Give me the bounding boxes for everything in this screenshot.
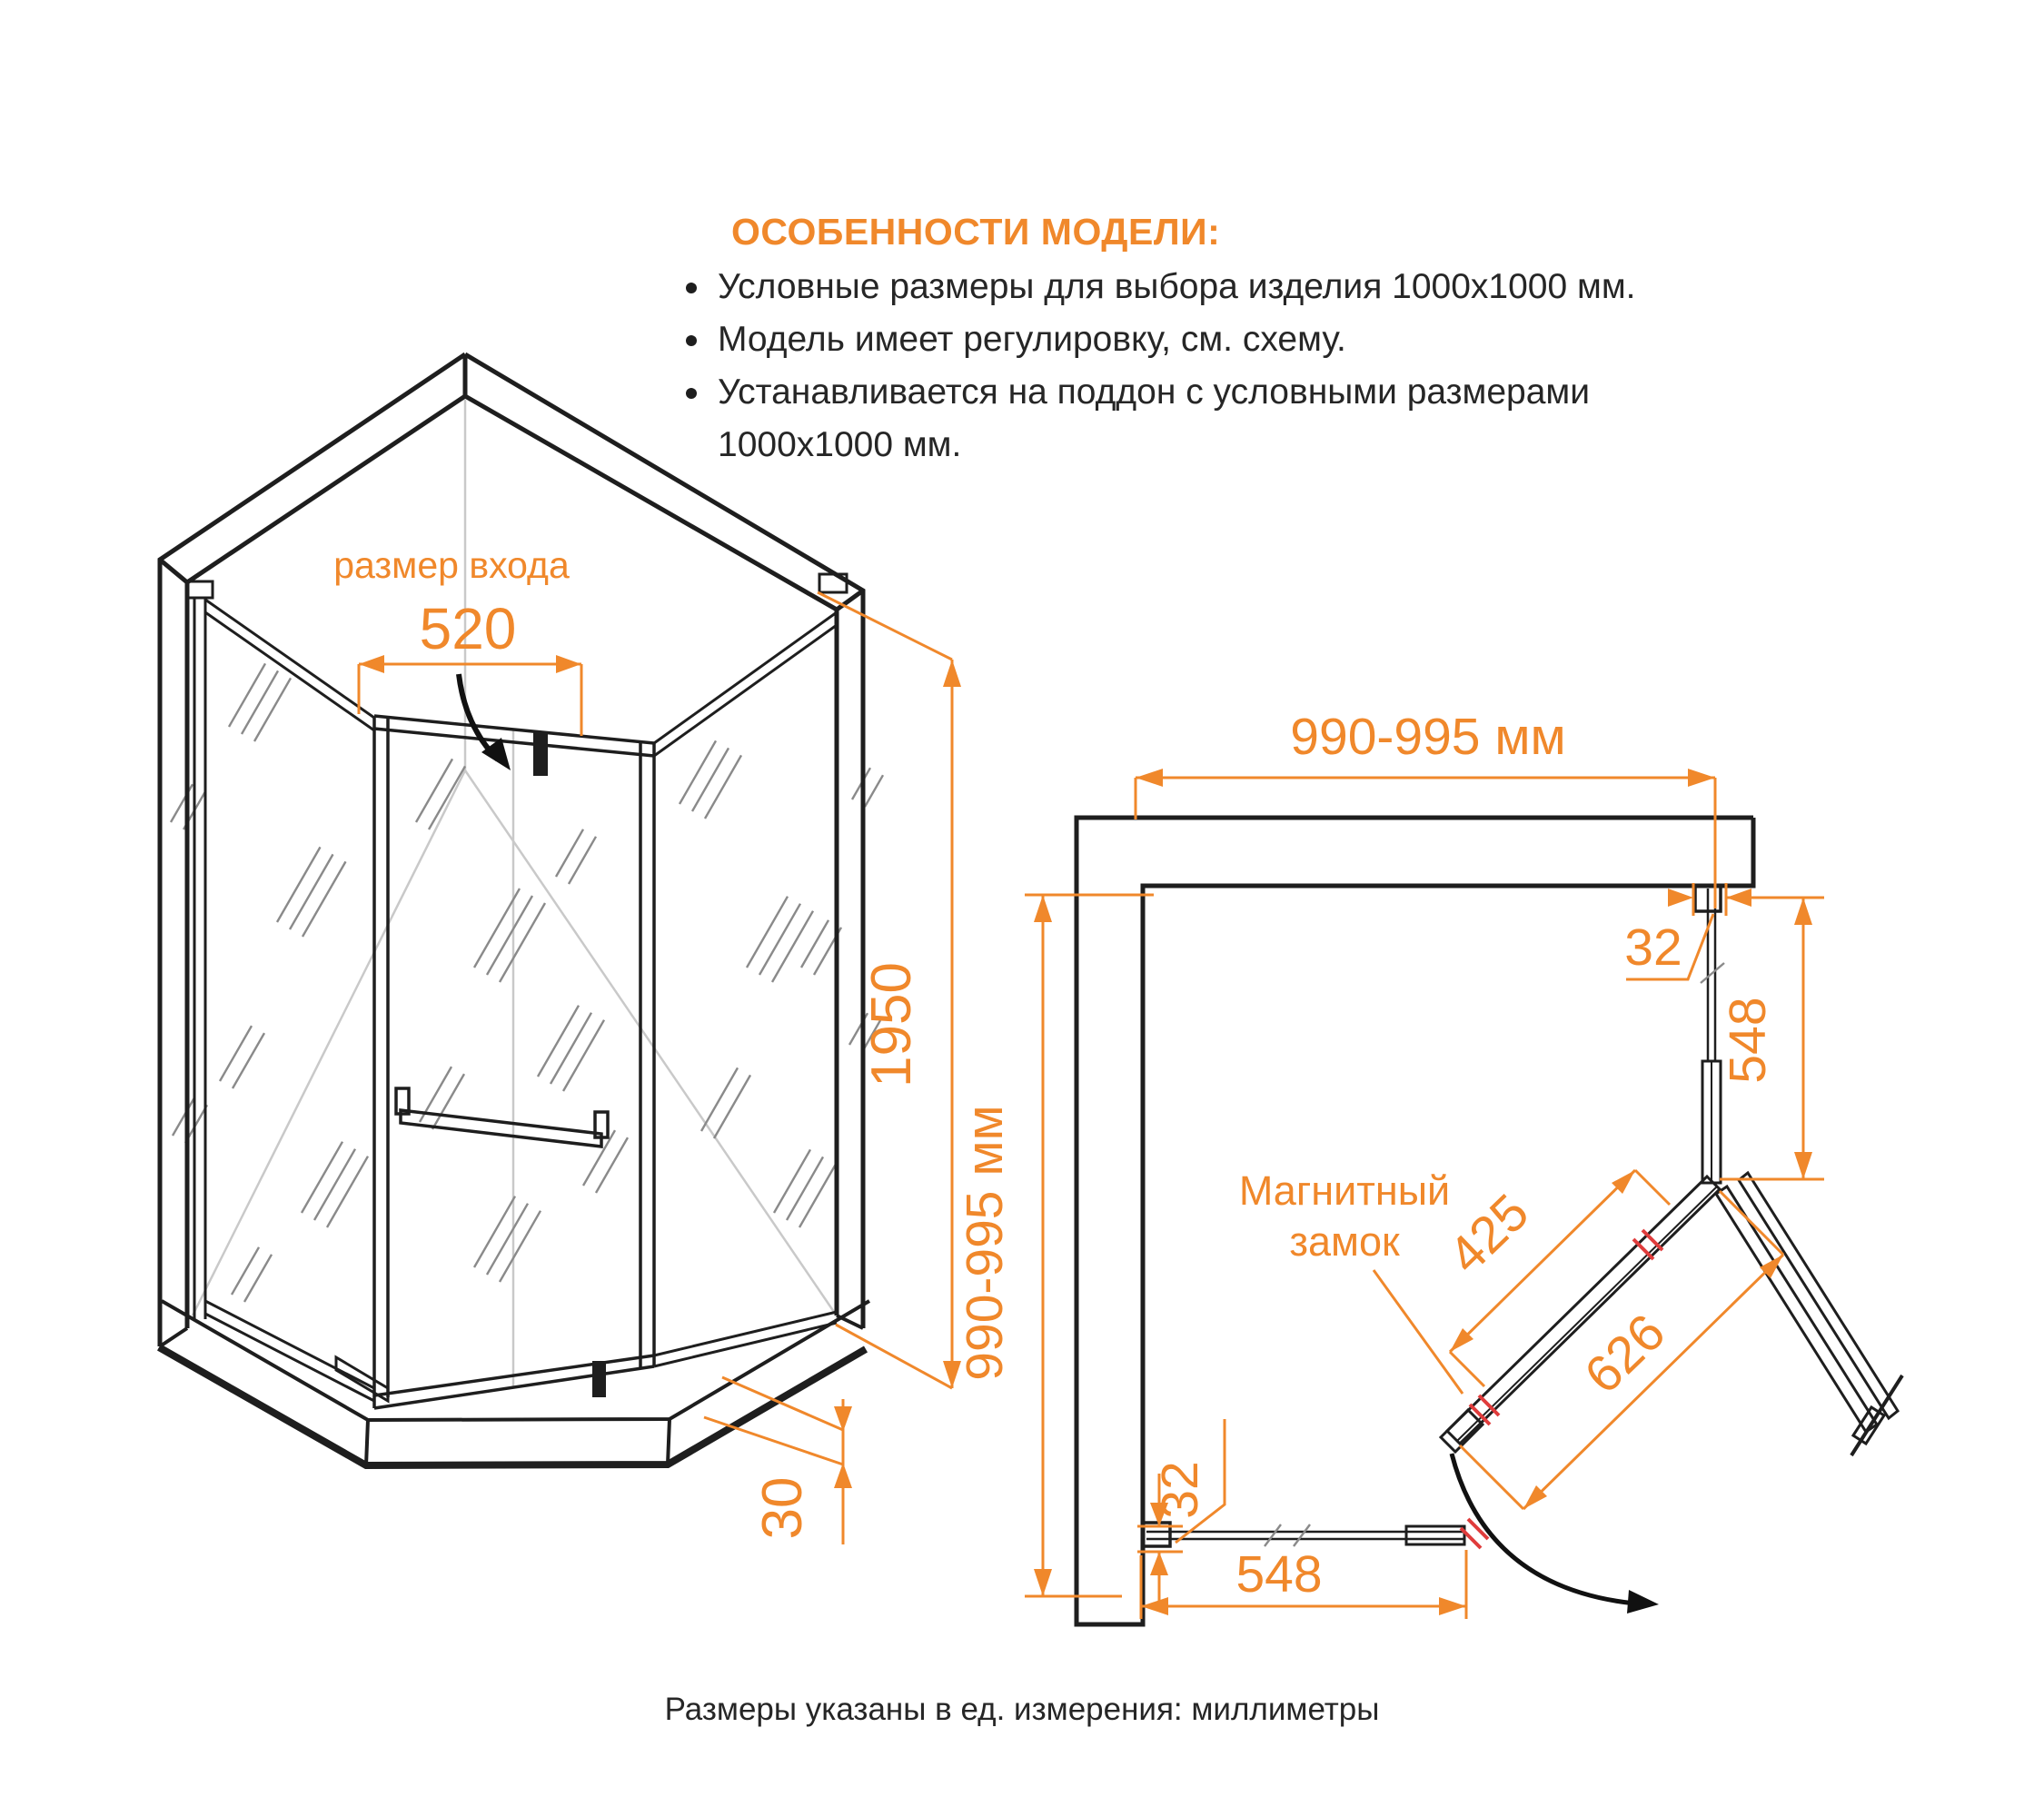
dim-label-520: 520: [419, 596, 517, 661]
dim-label-30: 30: [751, 1476, 814, 1540]
feature-text: Условные размеры для выбора изделия 1000х1000 мм.: [718, 267, 1636, 306]
dim-plan-depth: [956, 895, 1154, 1596]
feature-text: 1000х1000 мм.: [718, 424, 962, 464]
dim-side-right-548: [1719, 898, 1824, 1179]
dim-tray-30: [704, 1377, 852, 1544]
dim-side-bottom-548: [1141, 1545, 1466, 1619]
entrance-size-label: размер входа: [333, 544, 570, 586]
dim-label-626: 626: [1573, 1303, 1677, 1405]
dim-profile-bottom-32: [1137, 1419, 1225, 1606]
dim-height-1950: [818, 592, 961, 1388]
dim-label-548-bottom: 548: [1235, 1545, 1323, 1604]
dim-label-32-top: 32: [1624, 918, 1682, 977]
magnet-label-line2: замок: [1289, 1218, 1400, 1265]
dim-label-plan-width: 990-995 мм: [1290, 708, 1566, 766]
door-swing-arrow: [459, 674, 511, 770]
dim-label-plan-depth: 990-995 мм: [956, 1105, 1014, 1381]
dim-label-32-bottom: 32: [1151, 1461, 1209, 1519]
iso-drawing: [159, 354, 961, 1544]
magnet-label-line1: Магнитный: [1238, 1167, 1451, 1214]
plan-drawing: [956, 708, 1902, 1624]
feature-text: Модель имеет регулировку, см. схему.: [718, 319, 1346, 359]
dim-label-548-right: 548: [1719, 997, 1777, 1084]
magnet-lock-label: [1239, 1167, 1463, 1394]
dim-label-1950: 1950: [860, 962, 923, 1087]
glass-hatching: [171, 663, 883, 1302]
units-note: Размеры указаны в ед. измерения: миллиметры: [664, 1692, 1380, 1727]
dim-plan-width: [1136, 708, 1715, 908]
towel-bar-handle: [396, 1088, 608, 1147]
dim-label-425: 425: [1437, 1183, 1541, 1286]
feature-text: Устанавливается на поддон с условными размерами: [718, 372, 1591, 412]
plan-bottom-glass: [1143, 1523, 1464, 1546]
dim-entrance-520: [333, 544, 581, 736]
features-title: ОСОБЕННОСТИ МОДЕЛИ:: [731, 211, 1221, 253]
door-bottom-tab: [592, 1361, 606, 1397]
door-handle: [533, 732, 548, 776]
iso-walls: [160, 354, 863, 1346]
iso-glass-frames: [187, 574, 847, 1408]
